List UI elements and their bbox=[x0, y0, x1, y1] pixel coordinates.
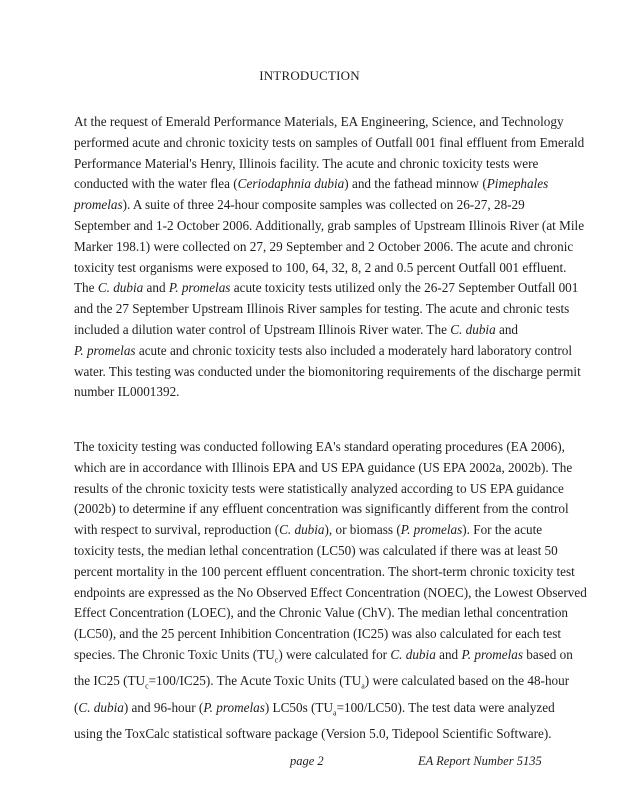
paragraph-line: species. The Chronic Toxic Units $(TU_c)$ were calculated for C. dubia and P. promelas based on bbox=[74, 646, 573, 665]
paragraph-introduction-2 bbox=[74, 437, 587, 745]
paragraph-line: number IL0001392. bbox=[74, 384, 180, 400]
paragraph-line: toxicity tests, the median lethal concentration (LC50) was calculated if there was at least 50 bbox=[74, 542, 558, 558]
paragraph-line: water. This testing was conducted under the biomonitoring requirements of the discharge permit bbox=[74, 363, 581, 379]
paragraph-line: percent mortality in the 100 percent effluent concentration. The short-term chronic toxicity test bbox=[74, 563, 575, 579]
paragraph-line: included a dilution water control of Upstream Illinois River water. The C. dubia and bbox=[74, 321, 519, 337]
paragraph-line: (LC50), and the 25 percent Inhibition Concentration (IC25) was also calculated for each test bbox=[74, 626, 562, 642]
paragraph-line: Marker 198.1) were collected on 27, 29 September and 2 October 2006. The acute and chronic bbox=[74, 238, 574, 254]
paragraph-line: and the 27 September Upstream Illinois River samples for testing. The acute and chronic tests bbox=[74, 301, 570, 317]
paragraph-line: (C. dubia) and 96-hour (P. promelas) LC50s $(TU_a=100/LC50)$. The test data were analyzed bbox=[74, 699, 555, 718]
paragraph-line: Performance Material's Henry, Illinois facility. The acute and chronic toxicity tests were bbox=[74, 155, 539, 171]
paragraph-line: which are in accordance with Illinois EPA and US EPA guidance (US EPA 2002a, 2002b). The bbox=[74, 459, 573, 475]
paragraph-line: toxicity test organisms were exposed to 100, 64, 32, 8, 2 and 0.5 percent Outfall 001 effluent. bbox=[74, 259, 567, 275]
paragraph-line: conducted with the water flea (Ceriodaphnia dubia) and the fathead minnow (Pimephales bbox=[74, 176, 549, 192]
paragraph-line: endpoints are expressed as the No Observed Effect Concentration (NOEC), the Lowest Observed bbox=[74, 584, 587, 600]
paragraph-line: (2002b) to determine if any effluent concentration was significantly different from the control bbox=[74, 501, 569, 517]
paragraph-line: performed acute and chronic toxicity tests on samples of Outfall 001 final effluent from Emerald bbox=[74, 134, 585, 150]
paragraph-line: promelas). A suite of three 24-hour composite samples was collected on 26-27, 28-29 bbox=[74, 197, 525, 213]
paragraph-line: using the ToxCalc statistical software package (Version 5.0, Tidepool Scientific Software). bbox=[74, 726, 552, 742]
page-heading: INTRODUCTION bbox=[259, 68, 360, 83]
paragraph-introduction-1 bbox=[74, 112, 585, 403]
paragraph-line: Effect Concentration (LOEC), and the Chronic Value (ChV). The median lethal concentration bbox=[74, 605, 569, 621]
paragraph-line: At the request of Emerald Performance Materials, EA Engineering, Science, and Technology bbox=[74, 114, 564, 129]
paragraph-line: results of the chronic toxicity tests were statistically analyzed according to US EPA guidance bbox=[74, 480, 564, 496]
footer-report-number: EA Report Number 5135 bbox=[418, 754, 542, 768]
footer-page-number: page 2 bbox=[290, 754, 324, 768]
paragraph-line: The toxicity testing was conducted following EA's standard operating procedures (EA 2006), bbox=[74, 439, 565, 454]
paragraph-line: with respect to survival, reproduction (C. dubia), or biomass (P. promelas). For the acute bbox=[74, 522, 543, 538]
paragraph-line: the IC25 $(TU_c=100/IC25)$. The Acute Toxic Units $(TU_a)$ were calculated based on the 48-hour bbox=[74, 673, 570, 692]
paragraph-line: September and 1-2 October 2006. Additionally, grab samples of Upstream Illinois River (at Mile bbox=[74, 217, 585, 233]
paragraph-line: The C. dubia and P. promelas acute toxicity tests utilized only the 26-27 September Outfall 001 bbox=[74, 280, 579, 296]
paragraph-line: P. promelas acute and chronic toxicity tests also included a moderately hard laboratory control bbox=[74, 342, 573, 358]
